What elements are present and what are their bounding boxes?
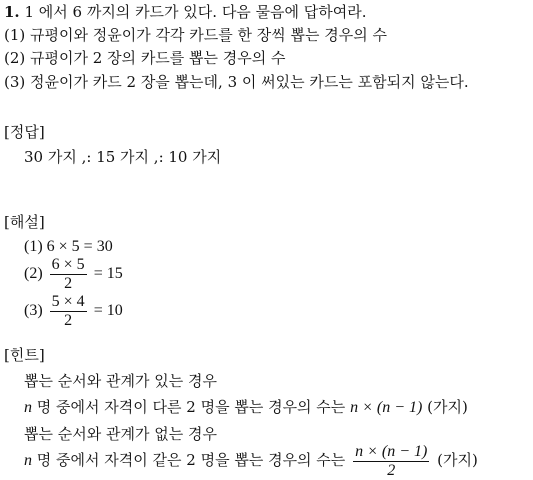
item-label: (2) (24, 265, 43, 282)
part-text: 정윤이가 카드 2 장을 뽑는데, 3 이 써있는 카드는 포함되지 않는다. (30, 73, 469, 91)
hint-formula: n × (n − 1) (350, 399, 423, 416)
numerator: 6 × 5 (51, 255, 85, 273)
problem-part-2 (4, 48, 286, 68)
item-label: (1) (24, 238, 43, 255)
hint-line-1: 뽑는 순서와 관계가 있는 경우 (24, 372, 217, 390)
item-result: = 15 (93, 265, 123, 282)
denominator: 2 (64, 274, 73, 292)
fraction (353, 443, 429, 480)
denominator: 2 (64, 311, 73, 329)
hint-line-2-text: 명 중에서 자격이 다른 2 명을 뽑는 경우의 수는 (36, 398, 346, 416)
answer-text: 30 가지 ,: 15 가지 ,: 10 가지 (24, 148, 222, 166)
numerator: n × (n − 1) (355, 442, 428, 460)
part-label: (1) (4, 26, 26, 44)
problem-part-3 (4, 72, 469, 92)
fraction (50, 256, 87, 293)
variable-n: n (24, 452, 32, 469)
fraction (50, 293, 87, 330)
item-result: = 10 (93, 302, 123, 319)
hint-line-2 (24, 397, 468, 418)
explanation-item-1 (24, 237, 113, 257)
part-text: 규평이와 정윤이가 각각 카드를 한 장씩 뽑는 경우의 수 (30, 26, 387, 44)
explanation-header: [해설] (4, 213, 45, 231)
problem-number: 1. (4, 3, 20, 21)
hint-unit: (가지) (437, 451, 478, 469)
answer-header: [정답] (4, 123, 45, 141)
problem-part-1 (4, 25, 387, 45)
part-text: 규평이가 2 장의 카드를 뽑는 경우의 수 (30, 49, 286, 67)
hint-line-4 (24, 441, 478, 480)
part-label: (3) (4, 73, 26, 91)
problem-stem: 1 에서 6 까지의 카드가 있다. 다음 물음에 답하여라. (24, 3, 367, 21)
hint-unit: (가지) (427, 398, 468, 416)
numerator: 5 × 4 (51, 292, 85, 310)
problem-stem-line (4, 2, 367, 22)
variable-n: n (24, 399, 32, 416)
hint-line-3: 뽑는 순서와 관계가 없는 경우 (24, 425, 217, 443)
part-label: (2) (4, 49, 26, 67)
explanation-item-3 (24, 292, 123, 330)
explanation-item-2 (24, 255, 123, 293)
denominator: 2 (387, 461, 396, 479)
hint-header: [힌트] (4, 346, 45, 364)
hint-line-4-text: 명 중에서 자격이 같은 2 명을 뽑는 경우의 수는 (36, 451, 346, 469)
item-expr: 6 × 5 = 30 (46, 238, 113, 255)
item-label: (3) (24, 302, 43, 319)
